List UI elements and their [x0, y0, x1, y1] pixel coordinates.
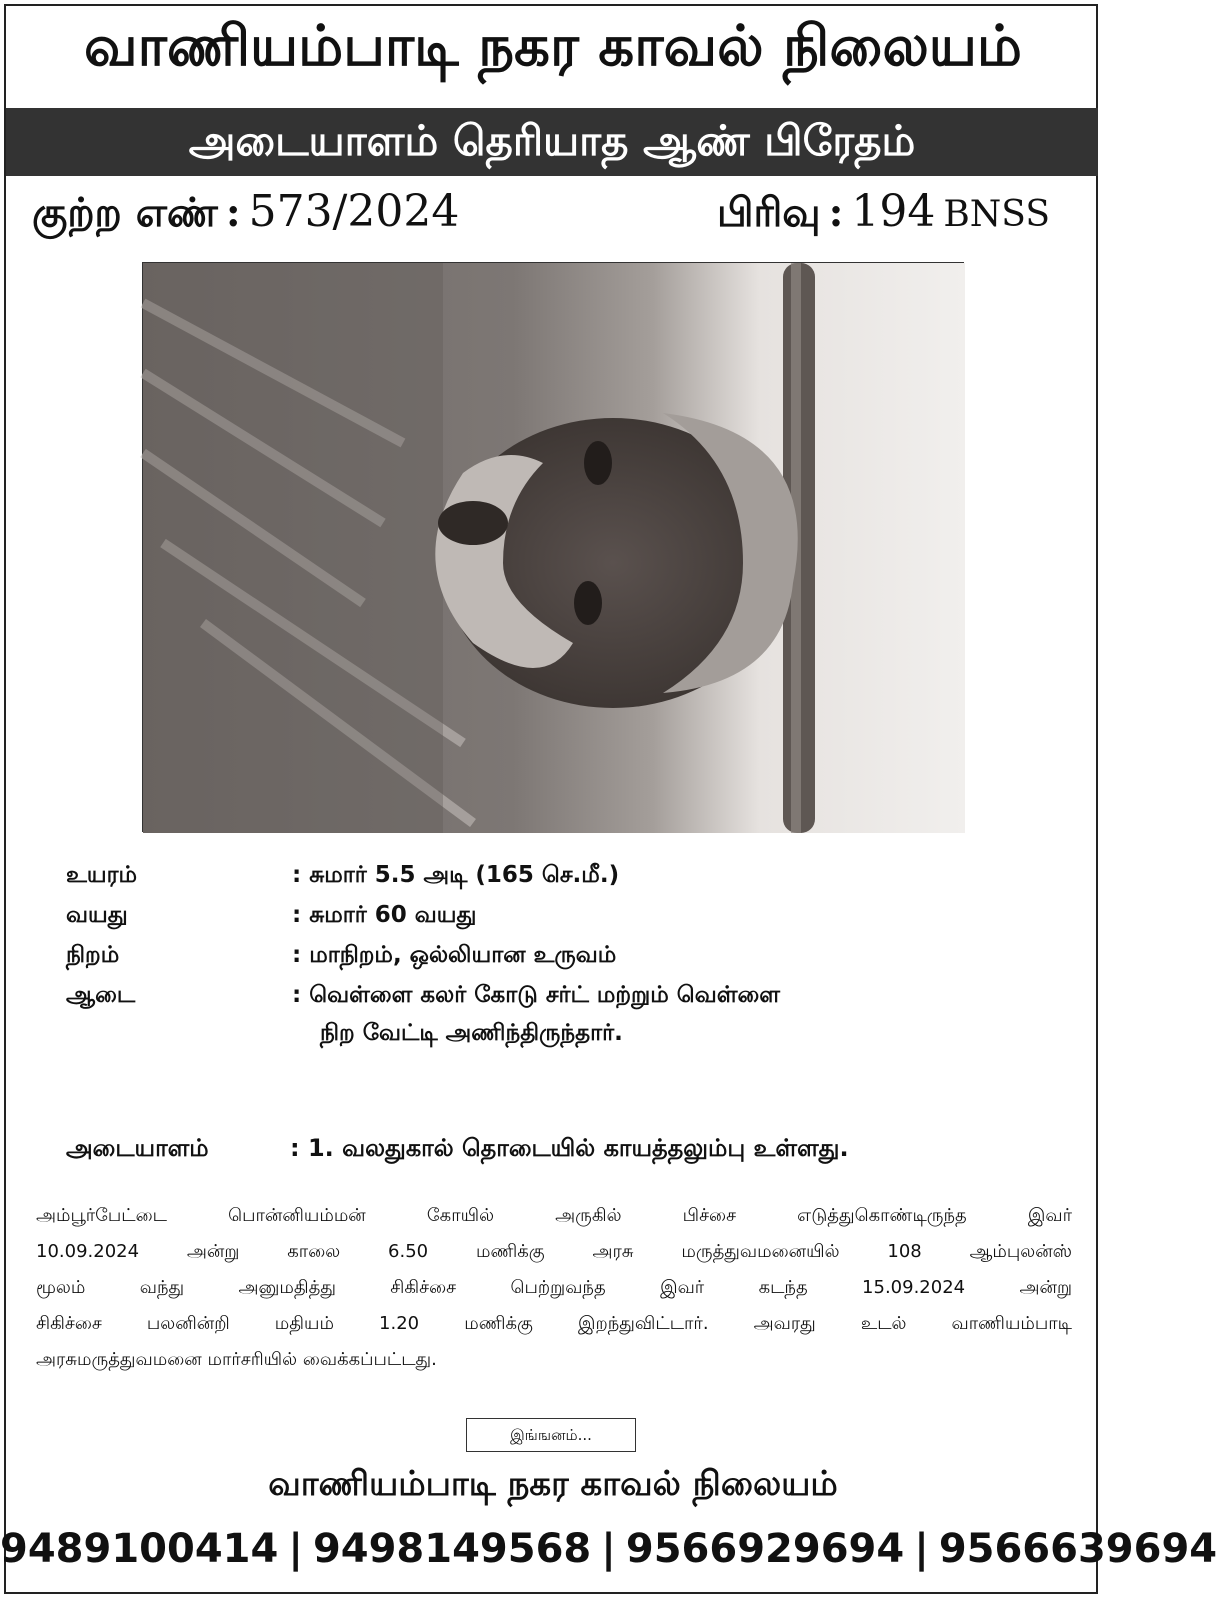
case-number-value: 573/2024	[248, 186, 460, 237]
detail-value-continued: நிற வேட்டி அணிந்திருந்தார்.	[320, 1020, 623, 1046]
section-act: BNSS	[943, 194, 1050, 235]
phone-number[interactable]: 9498149568	[312, 1526, 592, 1572]
paragraph-line: மூலம் வந்து அனுமதித்து சிகிச்சை பெற்றுவந்த இவர் கடந்த 15.09.2024 அன்று	[36, 1277, 1072, 1298]
detail-row-complexion	[0, 942, 1106, 978]
case-number-label: குற்ற எண்	[32, 189, 218, 236]
section-colon: :	[828, 189, 844, 236]
detail-label: வயது	[66, 902, 128, 928]
detail-value: : மாநிறம், ஒல்லியான உருவம்	[292, 942, 617, 968]
case-section	[717, 186, 1050, 242]
phone-number[interactable]: 9489100414	[0, 1526, 279, 1572]
contact-phones	[0, 1526, 1217, 1572]
paragraph-line: 10.09.2024 அன்று காலை 6.50 மணிக்கு அரசு மருத்துவமனையில் 108 ஆம்புலன்ஸ்	[36, 1241, 1072, 1262]
case-colon: :	[225, 189, 241, 236]
signoff-box: இங்ஙனம்...	[466, 1418, 636, 1452]
phone-separator: |	[601, 1526, 616, 1572]
section-label: பிரிவு	[717, 189, 821, 236]
detail-value: : சுமார் 60 வயது	[292, 902, 477, 928]
detail-label: ஆடை	[66, 982, 136, 1008]
deceased-photo	[142, 262, 964, 832]
station-title: வாணியம்பாடி நகர காவல் நிலையம்	[84, 14, 1022, 79]
phone-separator: |	[914, 1526, 929, 1572]
detail-label: நிறம்	[66, 942, 120, 968]
deceased-photo-illustration	[143, 263, 965, 833]
detail-row-age	[0, 902, 1106, 938]
detail-label: உயரம்	[66, 862, 137, 888]
section-number: 194	[851, 186, 936, 237]
identification-label: அடையாளம்	[66, 1134, 209, 1162]
footer-station-name: வாணியம்பாடி நகர காவல் நிலையம்	[268, 1464, 838, 1504]
detail-row-clothing	[0, 982, 1106, 1018]
paragraph-line: அம்பூர்பேட்டை பொன்னியம்மன் கோயில் அருகில் பிச்சை எடுத்துகொண்டிருந்த இவர்	[36, 1205, 1072, 1226]
case-number	[32, 186, 459, 242]
incident-paragraph	[36, 1198, 1072, 1378]
detail-value: : சுமார் 5.5 அடி (165 செ.மீ.)	[292, 862, 620, 888]
phone-number[interactable]: 9566929694	[625, 1526, 905, 1572]
phone-number[interactable]: 9566639694	[938, 1526, 1217, 1572]
paragraph-line: சிகிச்சை பலனின்றி மதியம் 1.20 மணிக்கு இறந்துவிட்டார். அவரது உடல் வாணியம்பாடி	[36, 1313, 1072, 1334]
paragraph-line: அரசுமருத்துவமனை மார்சரியில் வைக்கப்பட்டது.	[36, 1349, 437, 1370]
detail-row-height	[0, 862, 1106, 898]
notice-title-banner: அடையாளம் தெரியாத ஆண் பிரேதம்	[6, 108, 1098, 176]
identification-value: : 1. வலதுகால் தொடையில் காயத்தலும்பு உள்ளது.	[290, 1134, 849, 1162]
detail-value: : வெள்ளை கலர் கோடு சர்ட் மற்றும் வெள்ளை	[292, 982, 780, 1008]
phone-separator: |	[288, 1526, 303, 1572]
detail-row-clothing-cont	[0, 1020, 1106, 1056]
